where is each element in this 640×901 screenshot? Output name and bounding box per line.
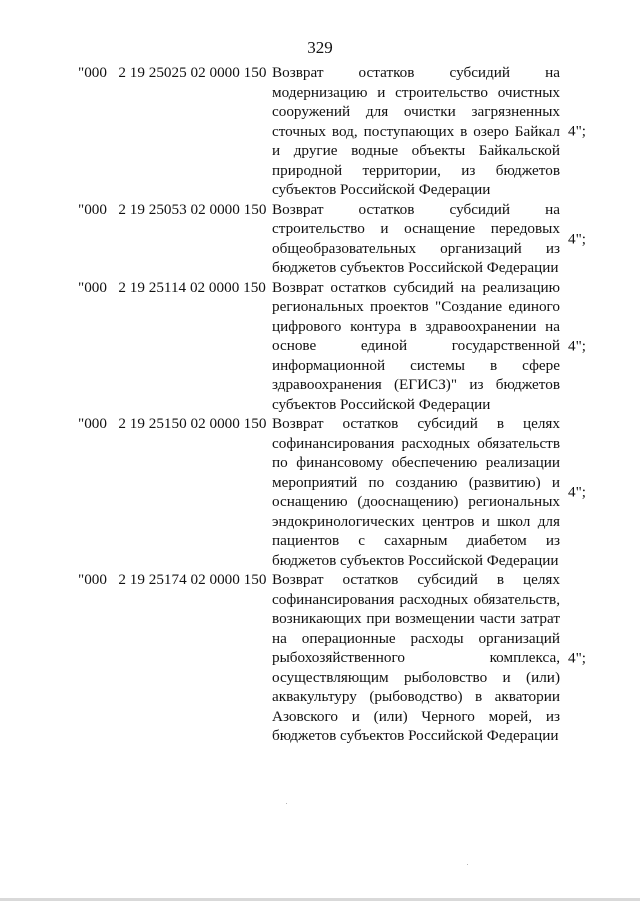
budget-code: "000 2 19 25053 02 0000 150 [78, 200, 267, 218]
page-number: 329 [307, 38, 333, 57]
row-tail: 4"; [568, 122, 587, 140]
budget-code: "000 2 19 25174 02 0000 150 [78, 571, 267, 588]
table-row [78, 200, 598, 278]
row-description: Возврат остатков субсидий на реализацию региональных проектов "Создание единого цифрового контура в здравоохранении на основе единой государственной информационной системы в сфере здравоохранения (ЕГИСЗ)" из бюджетов субъектов Российской Федерации [272, 278, 560, 413]
budget-code: "000 2 19 25114 02 0000 150 [78, 278, 266, 296]
row-description: Возврат остатков субсидий в целях софинансирования расходных обязательств, возникающих при возмещении части затрат на операционные расходы организаций рыбохозяйственного комплекса, осуществляющим рыболовство и (или) аквакультуру (рыбоводство) в акватории Азовского и (или) Черного морей, из бюджетов субъектов Российской Федерации [272, 571, 560, 744]
table-row [78, 278, 598, 415]
table-row [78, 570, 598, 746]
budget-code: "000 2 19 25025 02 0000 150 [78, 64, 267, 81]
row-description: Возврат остатков субсидий на модернизацию и строительство очистных сооружений для очистки загрязненных сточных вод, поступающих в озеро Байкал и другие водные объекты Байкальской природной территории, из бюджетов субъектов Российской Федерации [272, 64, 560, 198]
row-description: Возврат остатков субсидий на строительство и оснащение передовых общеобразовательных организаций из бюджетов субъектов Российской Федерации [272, 200, 560, 276]
scan-speck [467, 864, 468, 865]
table-row [78, 63, 598, 200]
scan-speck [286, 803, 287, 804]
budget-code-table [78, 63, 598, 746]
row-tail: 4"; [568, 649, 587, 666]
budget-code: "000 2 19 25150 02 0000 150 [78, 415, 267, 432]
row-tail: 4"; [568, 483, 587, 501]
row-description: Возврат остатков субсидий в целях софинансирования расходных обязательств по финансовому обеспечению реализации мероприятий по созданию (развитию) и оснащению (дооснащению) региональных эндокринологических центров и школ для пациентов с сахарным диабетом из бюджетов субъектов Российской Федерации [272, 415, 560, 569]
row-tail: 4"; [568, 229, 587, 247]
row-tail: 4"; [568, 337, 587, 354]
table-row [78, 414, 598, 570]
